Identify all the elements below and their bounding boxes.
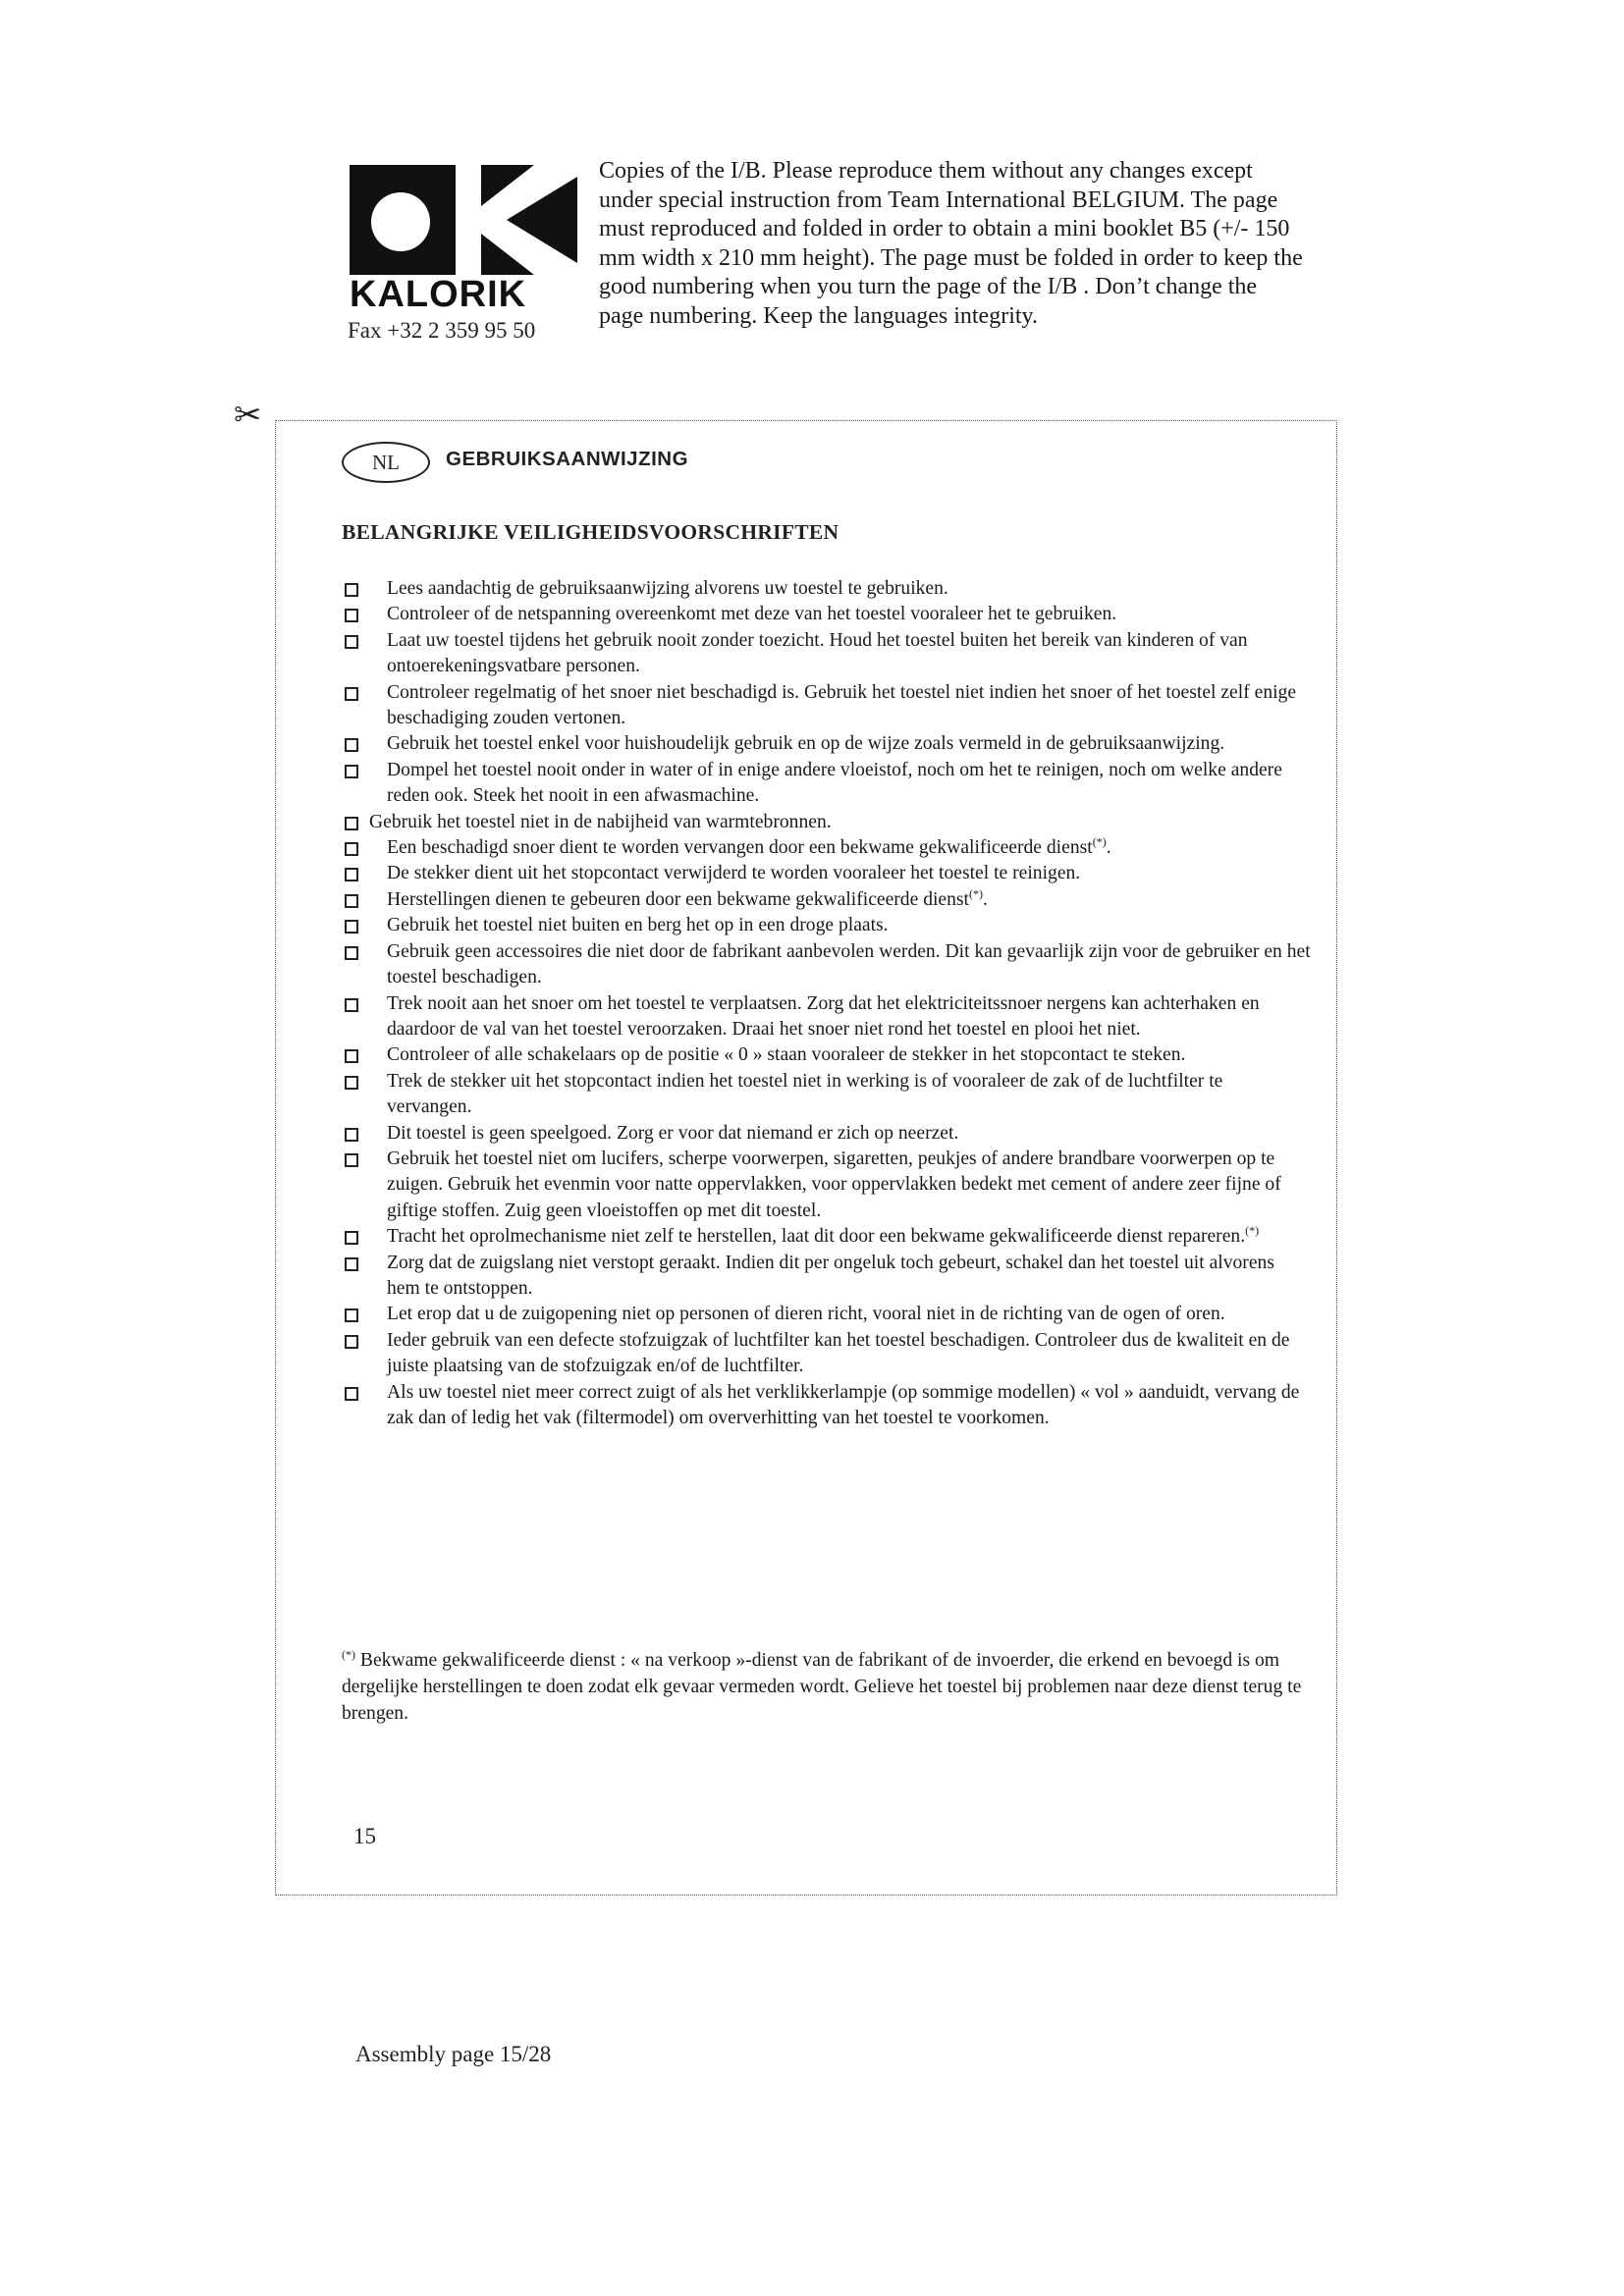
list-item bbox=[342, 1121, 1312, 1147]
checkbox-bullet-icon bbox=[345, 868, 358, 881]
list-item bbox=[342, 1380, 1312, 1432]
list-item bbox=[342, 576, 1312, 602]
checkbox-bullet-icon bbox=[345, 1128, 358, 1142]
language-badge: NL bbox=[342, 442, 430, 483]
rule-text: Trek nooit aan het snoer om het toestel te verplaatsen. Zorg dat het elektriciteitssnoer nergens kan achterhaken en daardoor de val van het toestel veroorzaken. Draai het snoer niet rond het toestel en plooi het niet. bbox=[387, 992, 1260, 1040]
rule-text: Controleer of de netspanning overeenkomt met deze van het toestel vooraleer het te gebruiken. bbox=[387, 604, 1117, 625]
list-item bbox=[342, 758, 1312, 810]
footnote-marker: (*) bbox=[1245, 1223, 1260, 1238]
checkbox-bullet-icon bbox=[345, 1153, 358, 1167]
rule-text: Let erop dat u de zuigopening niet op personen of dieren richt, vooral niet in de richting van de ogen of oren. bbox=[387, 1304, 1225, 1325]
rule-text-tail: . bbox=[1106, 837, 1111, 859]
list-item bbox=[342, 731, 1312, 757]
rule-text: Tracht het oprolmechanisme niet zelf te herstellen, laat dit door een bekwame gekwalificeerde dienst repareren. bbox=[387, 1226, 1246, 1248]
safety-rules-list bbox=[342, 576, 1312, 1431]
list-item bbox=[342, 1147, 1312, 1224]
list-item bbox=[342, 1069, 1312, 1121]
page-title: GEBRUIKSAANWIJZING bbox=[446, 448, 689, 470]
rule-text: Gebruik het toestel niet om lucifers, scherpe voorwerpen, sigaretten, peukjes of andere brandbare voorwerpen op te zuigen. Gebruik het evenmin voor natte oppervlakken, voor oppervlakken bedekt met cement of andere zeer fijne of giftige stoffen. Zuig geen vloeistoffen op met dit toestel. bbox=[387, 1148, 1281, 1221]
kalorik-logo-mark bbox=[350, 165, 577, 275]
list-item bbox=[342, 680, 1312, 732]
rule-text: Herstellingen dienen te gebeuren door een bekwame gekwalificeerde dienst bbox=[387, 888, 969, 910]
rule-text: Lees aandachtig de gebruiksaanwijzing alvorens uw toestel te gebruiken. bbox=[387, 578, 948, 599]
assembly-page-label: Assembly page 15/28 bbox=[355, 2042, 552, 2066]
list-item bbox=[342, 810, 1312, 835]
kalorik-logo bbox=[350, 165, 577, 315]
checkbox-bullet-icon bbox=[345, 1335, 358, 1349]
rule-text: Dompel het toestel nooit onder in water of in enige andere vloeistof, noch om het te reinigen, noch om welke andere reden ook. Steek het nooit in een afwasmachine. bbox=[387, 759, 1282, 807]
footnote-text: Bekwame gekwalificeerde dienst : « na verkoop »-dienst van de fabrikant of de invoerder, die erkend en bevoegd is om dergelijke herstellingen te doen zodat elk gevaar vermeden wordt. Gelieve het toestel bij problemen naar deze dienst terug te brengen. bbox=[342, 1650, 1302, 1724]
page-number: 15 bbox=[353, 1824, 376, 1848]
rule-text: Ieder gebruik van een defecte stofzuigzak of luchtfilter kan het toestel beschadigen. Controleer dus de kwaliteit en de juiste plaatsing van de stofzuigzak en/of de luchtfilter. bbox=[387, 1329, 1290, 1377]
checkbox-bullet-icon bbox=[345, 920, 358, 934]
rule-text: Controleer regelmatig of het snoer niet beschadigd is. Gebruik het toestel niet indien het snoer of het toestel zelf enige beschadiging zouden vertonen. bbox=[387, 681, 1297, 729]
footnote-marker: (*) bbox=[969, 886, 983, 901]
reproduction-instructions: Copies of the I/B. Please reproduce them without any changes except under special instruction from Team International BELGIUM. The page must reproduced and folded in order to obtain a mini booklet B5 (+/- 150 mm width x 210 mm height). The page must be folded in order to keep the good numbering when you turn the page of the I/B . Don’t change the page numbering. Keep the languages integrity. bbox=[599, 158, 1303, 329]
checkbox-bullet-icon bbox=[345, 738, 358, 752]
rule-text-tail: . bbox=[983, 888, 988, 910]
rule-text: Trek de stekker uit het stopcontact indien het toestel niet in werking is of vooraleer de zak of de luchtfilter te vervangen. bbox=[387, 1070, 1223, 1118]
rule-text: Dit toestel is geen speelgoed. Zorg er voor dat niemand er zich op neerzet. bbox=[387, 1122, 959, 1144]
fax-number: Fax +32 2 359 95 50 bbox=[348, 318, 536, 343]
checkbox-bullet-icon bbox=[345, 1076, 358, 1090]
checkbox-bullet-icon bbox=[345, 1308, 358, 1322]
checkbox-bullet-icon bbox=[345, 1231, 358, 1245]
brand-wordmark: KALORIK bbox=[350, 274, 527, 315]
checkbox-bullet-icon bbox=[345, 765, 358, 778]
section-heading: BELANGRIJKE VEILIGHEIDSVOORSCHRIFTEN bbox=[342, 520, 839, 544]
rule-text: Controleer of alle schakelaars op de positie « 0 » staan vooraleer de stekker in het stopcontact te steken. bbox=[387, 1044, 1186, 1066]
list-item bbox=[342, 939, 1312, 991]
checkbox-bullet-icon bbox=[345, 583, 358, 597]
checkbox-bullet-icon bbox=[345, 817, 358, 830]
checkbox-bullet-icon bbox=[345, 894, 358, 908]
list-item bbox=[342, 861, 1312, 886]
rule-text: Laat uw toestel tijdens het gebruik nooit zonder toezicht. Houd het toestel buiten het bereik van kinderen of van ontoerekeningsvatbare personen. bbox=[387, 629, 1248, 677]
list-item bbox=[342, 913, 1312, 938]
checkbox-bullet-icon bbox=[345, 1257, 358, 1271]
list-item bbox=[342, 602, 1312, 627]
checkbox-bullet-icon bbox=[345, 946, 358, 960]
list-item bbox=[342, 1224, 1312, 1250]
rule-text: Gebruik het toestel enkel voor huishoudelijk gebruik en op de wijze zoals vermeld in de gebruiksaanwijzing. bbox=[387, 733, 1225, 755]
rule-text: Zorg dat de zuigslang niet verstopt geraakt. Indien dit per ongeluk toch gebeurt, schakel dan het toestel uit alvorens hem te ontstoppen. bbox=[387, 1252, 1274, 1299]
rule-text: Gebruik het toestel niet buiten en berg het op in een droge plaats. bbox=[387, 915, 889, 936]
checkbox-bullet-icon bbox=[345, 609, 358, 622]
footnote-marker: (*) bbox=[342, 1647, 355, 1662]
list-item bbox=[342, 1302, 1312, 1327]
footnote-marker: (*) bbox=[1092, 834, 1107, 849]
list-item bbox=[342, 1042, 1312, 1068]
checkbox-bullet-icon bbox=[345, 998, 358, 1012]
list-item bbox=[342, 628, 1312, 680]
footnote bbox=[342, 1647, 1312, 1727]
checkbox-bullet-icon bbox=[345, 1387, 358, 1401]
rule-text: Een beschadigd snoer dient te worden vervangen door een bekwame gekwalificeerde dienst bbox=[387, 837, 1093, 859]
list-item bbox=[342, 991, 1312, 1043]
checkbox-bullet-icon bbox=[345, 687, 358, 701]
list-item bbox=[342, 1328, 1312, 1380]
checkbox-bullet-icon bbox=[345, 635, 358, 649]
rule-text: Gebruik geen accessoires die niet door de fabrikant aanbevolen werden. Dit kan gevaarlijk zijn voor de gebruiker en het toestel beschadigen. bbox=[387, 940, 1311, 988]
rule-text: Gebruik het toestel niet in de nabijheid van warmtebronnen. bbox=[369, 811, 832, 832]
scissors-icon: ✂ bbox=[234, 396, 262, 435]
rule-text: De stekker dient uit het stopcontact verwijderd te worden vooraleer het toestel te reinigen. bbox=[387, 863, 1081, 884]
list-item bbox=[342, 835, 1312, 861]
rule-text: Als uw toestel niet meer correct zuigt of als het verklikkerlampje (op sommige modellen) « vol » aanduidt, vervang de zak dan of ledig het vak (filtermodel) om oververhitting van het toestel te voorkomen. bbox=[387, 1381, 1300, 1428]
list-item bbox=[342, 887, 1312, 913]
checkbox-bullet-icon bbox=[345, 1049, 358, 1063]
checkbox-bullet-icon bbox=[345, 842, 358, 856]
list-item bbox=[342, 1251, 1312, 1303]
